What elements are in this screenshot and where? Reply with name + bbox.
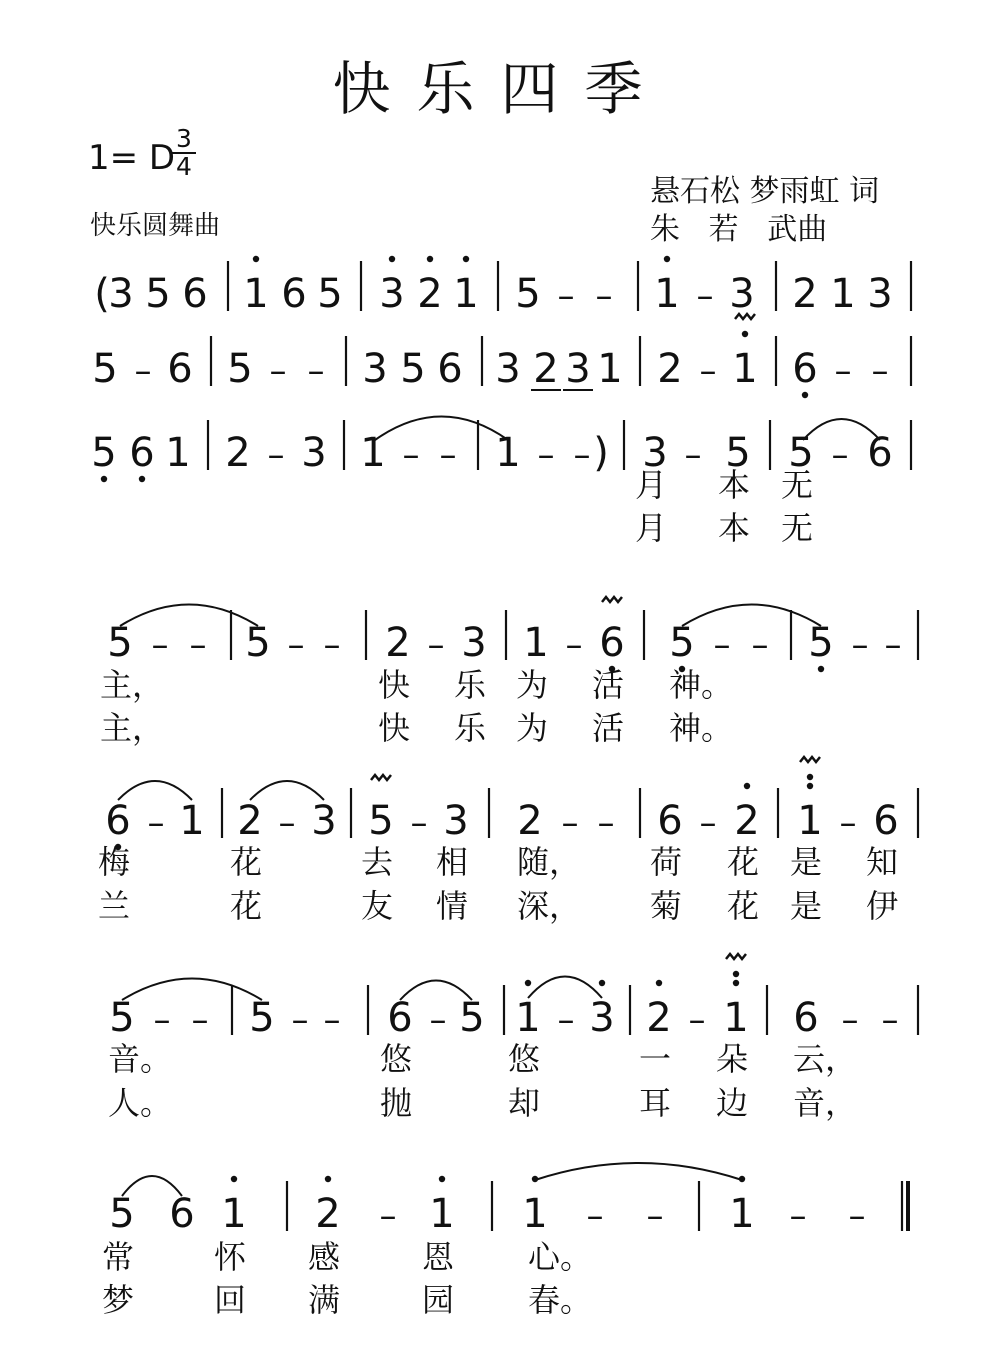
lyric-char: 一 xyxy=(639,1040,672,1078)
lyric-char: 人。 xyxy=(108,1084,173,1122)
note: 6 xyxy=(599,620,625,666)
sustain-dash: – xyxy=(881,1000,899,1040)
note: 5 xyxy=(109,995,135,1041)
octave-down-dot xyxy=(802,392,808,398)
lyric-char: 为 xyxy=(516,709,549,747)
note: 6 xyxy=(657,798,683,844)
lyric-char: 音。 xyxy=(108,1040,173,1078)
note: 3 xyxy=(301,430,327,476)
octave-up-dot xyxy=(389,256,395,262)
mordent-ornament xyxy=(371,775,391,780)
note: 6 xyxy=(867,430,893,476)
lyric-char: 快 xyxy=(378,666,411,704)
note: 3 xyxy=(642,430,668,476)
sustain-dash: – xyxy=(713,625,731,665)
sustain-dash: – xyxy=(561,803,579,843)
lyric-char: 无 xyxy=(781,466,814,504)
note: 5 xyxy=(145,271,171,317)
note: 1 xyxy=(797,798,823,844)
octave-up-dot xyxy=(463,256,469,262)
lyric-char: 乐 xyxy=(454,666,487,704)
time-signature-top: 3 xyxy=(176,124,192,153)
lyric-char: 荷 xyxy=(650,843,683,881)
note: 1 xyxy=(729,1191,755,1237)
sustain-dash: – xyxy=(557,276,575,316)
sustain-dash: – xyxy=(699,803,717,843)
sustain-dash: – xyxy=(379,1196,397,1236)
note: 5 xyxy=(249,995,275,1041)
octave-up-dot xyxy=(325,1176,331,1182)
lyric-char: 回 xyxy=(214,1281,247,1319)
lyric-char: 活 xyxy=(592,666,625,704)
note: 1 xyxy=(221,1191,247,1237)
sustain-dash: – xyxy=(699,351,717,391)
slur xyxy=(535,1163,742,1180)
sustain-dash: – xyxy=(278,803,296,843)
lyric-char: 情 xyxy=(436,887,469,925)
lyric-char: 本 xyxy=(718,509,751,547)
lyric-char: 快 xyxy=(378,709,411,747)
octave-up-dot xyxy=(807,783,813,789)
note: 1 xyxy=(179,798,205,844)
octave-up-dot xyxy=(253,256,259,262)
note: 3 xyxy=(729,271,755,317)
note: 5 xyxy=(669,620,695,666)
sustain-dash: – xyxy=(307,351,325,391)
octave-up-dot xyxy=(427,256,433,262)
note: 1 xyxy=(654,271,680,317)
lyric-char: 满 xyxy=(308,1281,341,1319)
lyric-char: 梦 xyxy=(102,1281,135,1319)
lyric-char: 主， xyxy=(100,666,165,704)
note: 5 xyxy=(515,271,541,317)
sustain-dash: – xyxy=(789,1196,807,1236)
sustain-dash: – xyxy=(410,803,428,843)
lyric-char: 活 xyxy=(592,709,625,747)
note: 6 xyxy=(792,346,818,392)
mordent-ornament xyxy=(726,954,746,959)
lyric-char: 花 xyxy=(230,843,263,881)
note: 5 xyxy=(788,430,814,476)
lyric-char: 为 xyxy=(516,666,549,704)
sustain-dash: – xyxy=(153,1000,171,1040)
note: 1 xyxy=(429,1191,455,1237)
bracket: ( xyxy=(94,271,110,317)
composer-credit: 朱 若 武曲 xyxy=(650,212,828,247)
sustain-dash: – xyxy=(565,625,583,665)
lyric-char: 音， xyxy=(793,1084,858,1122)
sustain-dash: – xyxy=(597,803,615,843)
note: 6 xyxy=(182,271,208,317)
note: 5 xyxy=(92,346,118,392)
lyric-char: 神。 xyxy=(669,666,734,704)
octave-up-dot xyxy=(807,774,813,780)
sustain-dash: – xyxy=(851,625,869,665)
mordent-ornament xyxy=(602,597,622,602)
note: 3 xyxy=(379,271,405,317)
sustain-dash: – xyxy=(839,803,857,843)
lyric-char: 耳 xyxy=(639,1084,672,1122)
note: 2 xyxy=(517,798,543,844)
note: 2 xyxy=(792,271,818,317)
song-title: 快乐四季 xyxy=(332,55,669,123)
octave-up-dot xyxy=(744,783,750,789)
note: 5 xyxy=(227,346,253,392)
note: 1 xyxy=(243,271,269,317)
lyric-char: 主， xyxy=(100,709,165,747)
octave-up-dot xyxy=(664,256,670,262)
note: 2 xyxy=(315,1191,341,1237)
sustain-dash: – xyxy=(834,351,852,391)
note: 1 xyxy=(732,346,758,392)
lyric-char: 云， xyxy=(793,1040,858,1078)
octave-up-dot xyxy=(599,980,605,986)
sustain-dash: – xyxy=(751,625,769,665)
sustain-dash: – xyxy=(557,1000,575,1040)
lyric-char: 春。 xyxy=(528,1281,593,1319)
sustain-dash: – xyxy=(287,625,305,665)
note: 3 xyxy=(443,798,469,844)
lyric-char: 无 xyxy=(781,509,814,547)
key-signature: 1= D xyxy=(88,138,176,178)
note: 2 xyxy=(385,620,411,666)
sustain-dash: – xyxy=(684,435,702,475)
sustain-dash: – xyxy=(427,625,445,665)
lyric-char: 却 xyxy=(508,1084,541,1122)
sustain-dash: – xyxy=(402,435,420,475)
note: 1 xyxy=(522,1191,548,1237)
note: 1 xyxy=(165,430,191,476)
lyric-char: 花 xyxy=(727,843,760,881)
octave-down-dot xyxy=(101,476,107,482)
note: 5 xyxy=(91,430,117,476)
lyric-char: 兰 xyxy=(98,887,131,925)
sustain-dash: – xyxy=(323,625,341,665)
note: 5 xyxy=(459,995,485,1041)
note: 2 xyxy=(237,798,263,844)
note: 6 xyxy=(167,346,193,392)
lyric-char: 悠 xyxy=(380,1040,413,1078)
sustain-dash: – xyxy=(871,351,889,391)
sustain-dash: – xyxy=(595,276,613,316)
bracket: ) xyxy=(593,430,609,476)
lyric-char: 是 xyxy=(790,843,823,881)
note: 5 xyxy=(808,620,834,666)
sustain-dash: – xyxy=(848,1196,866,1236)
note: 6 xyxy=(169,1191,195,1237)
note: 5 xyxy=(400,346,426,392)
lyric-char: 是 xyxy=(790,887,823,925)
lyric-char: 花 xyxy=(727,887,760,925)
note: 5 xyxy=(368,798,394,844)
note: 1 xyxy=(830,271,856,317)
lyric-char: 悠 xyxy=(508,1040,541,1078)
note: 3 xyxy=(461,620,487,666)
tempo-marking: 快乐圆舞曲 xyxy=(90,211,221,241)
note: 5 xyxy=(317,271,343,317)
note: 3 xyxy=(311,798,337,844)
lyric-char: 伊 xyxy=(866,887,899,925)
slur xyxy=(682,605,821,627)
note: 1 xyxy=(515,995,541,1041)
note: 5 xyxy=(245,620,271,666)
note: 1 xyxy=(597,346,623,392)
note: 3 xyxy=(108,271,134,317)
note: 6 xyxy=(105,798,131,844)
note: 6 xyxy=(793,995,819,1041)
sustain-dash: – xyxy=(147,803,165,843)
sustain-dash: – xyxy=(688,1000,706,1040)
lyric-char: 常 xyxy=(102,1238,135,1276)
lyric-char: 抛 xyxy=(380,1084,413,1122)
octave-up-dot xyxy=(733,980,739,986)
note: 1 xyxy=(360,430,386,476)
sustain-dash: – xyxy=(586,1196,604,1236)
octave-up-dot xyxy=(231,1176,237,1182)
note: 1 xyxy=(723,995,749,1041)
lyric-char: 花 xyxy=(230,887,263,925)
note: 6 xyxy=(437,346,463,392)
sustain-dash: – xyxy=(151,625,169,665)
sustain-dash: – xyxy=(291,1000,309,1040)
lyric-char: 园 xyxy=(422,1281,455,1319)
note: 6 xyxy=(873,798,899,844)
sustain-dash: – xyxy=(646,1196,664,1236)
note: 5 xyxy=(109,1191,135,1237)
sustain-dash: – xyxy=(134,351,152,391)
lyric-char: 深， xyxy=(517,887,582,925)
sustain-dash: – xyxy=(884,625,902,665)
sustain-dash: – xyxy=(831,435,849,475)
note: 1 xyxy=(495,430,521,476)
lyric-char: 随， xyxy=(517,843,582,881)
octave-down-dot xyxy=(818,666,824,672)
lyric-char: 怀 xyxy=(214,1238,247,1276)
sustain-dash: – xyxy=(267,435,285,475)
lyricist-credit: 悬石松 梦雨虹 词 xyxy=(650,174,880,209)
note: 2 xyxy=(225,430,251,476)
lyric-char: 梅 xyxy=(98,843,131,881)
lyric-char: 边 xyxy=(716,1084,749,1122)
sustain-dash: – xyxy=(323,1000,341,1040)
sustain-dash: – xyxy=(696,276,714,316)
octave-up-dot xyxy=(439,1176,445,1182)
octave-up-dot xyxy=(733,971,739,977)
lyric-char: 感 xyxy=(308,1238,341,1276)
note: 1 xyxy=(453,271,479,317)
lyric-char: 恩 xyxy=(422,1238,455,1276)
lyric-char: 乐 xyxy=(454,709,487,747)
note: 5 xyxy=(725,430,751,476)
note: 3 xyxy=(565,346,591,392)
lyric-char: 相 xyxy=(436,843,469,881)
sustain-dash: – xyxy=(429,1000,447,1040)
sustain-dash: – xyxy=(841,1000,859,1040)
octave-up-dot xyxy=(525,980,531,986)
sustain-dash: – xyxy=(269,351,287,391)
note: 2 xyxy=(417,271,443,317)
mordent-ornament xyxy=(800,757,820,762)
sustain-dash: – xyxy=(537,435,555,475)
sustain-dash: – xyxy=(573,435,591,475)
lyric-char: 心。 xyxy=(528,1238,593,1276)
note: 5 xyxy=(107,620,133,666)
note: 1 xyxy=(523,620,549,666)
note: 2 xyxy=(657,346,683,392)
lyric-char: 神。 xyxy=(669,709,734,747)
lyric-char: 月 xyxy=(635,509,668,547)
lyric-char: 去 xyxy=(361,843,394,881)
note: 3 xyxy=(495,346,521,392)
note: 2 xyxy=(646,995,672,1041)
note: 3 xyxy=(362,346,388,392)
note: 2 xyxy=(533,346,559,392)
note: 6 xyxy=(387,995,413,1041)
note: 3 xyxy=(867,271,893,317)
lyric-char: 友 xyxy=(361,887,394,925)
lyric-char: 月 xyxy=(635,466,668,504)
slur xyxy=(120,605,258,627)
note: 6 xyxy=(281,271,307,317)
lyric-char: 本 xyxy=(718,466,751,504)
octave-up-dot xyxy=(656,980,662,986)
sustain-dash: – xyxy=(439,435,457,475)
note: 6 xyxy=(129,430,155,476)
note: 2 xyxy=(734,798,760,844)
lyric-char: 朵 xyxy=(716,1040,749,1078)
slur xyxy=(122,979,262,1001)
sustain-dash: – xyxy=(189,625,207,665)
time-signature-bottom: 4 xyxy=(172,152,196,180)
octave-down-dot xyxy=(139,476,145,482)
lyric-char: 知 xyxy=(866,843,899,881)
lyric-char: 菊 xyxy=(650,887,683,925)
sustain-dash: – xyxy=(191,1000,209,1040)
octave-up-dot xyxy=(742,331,748,337)
note: 3 xyxy=(589,995,615,1041)
